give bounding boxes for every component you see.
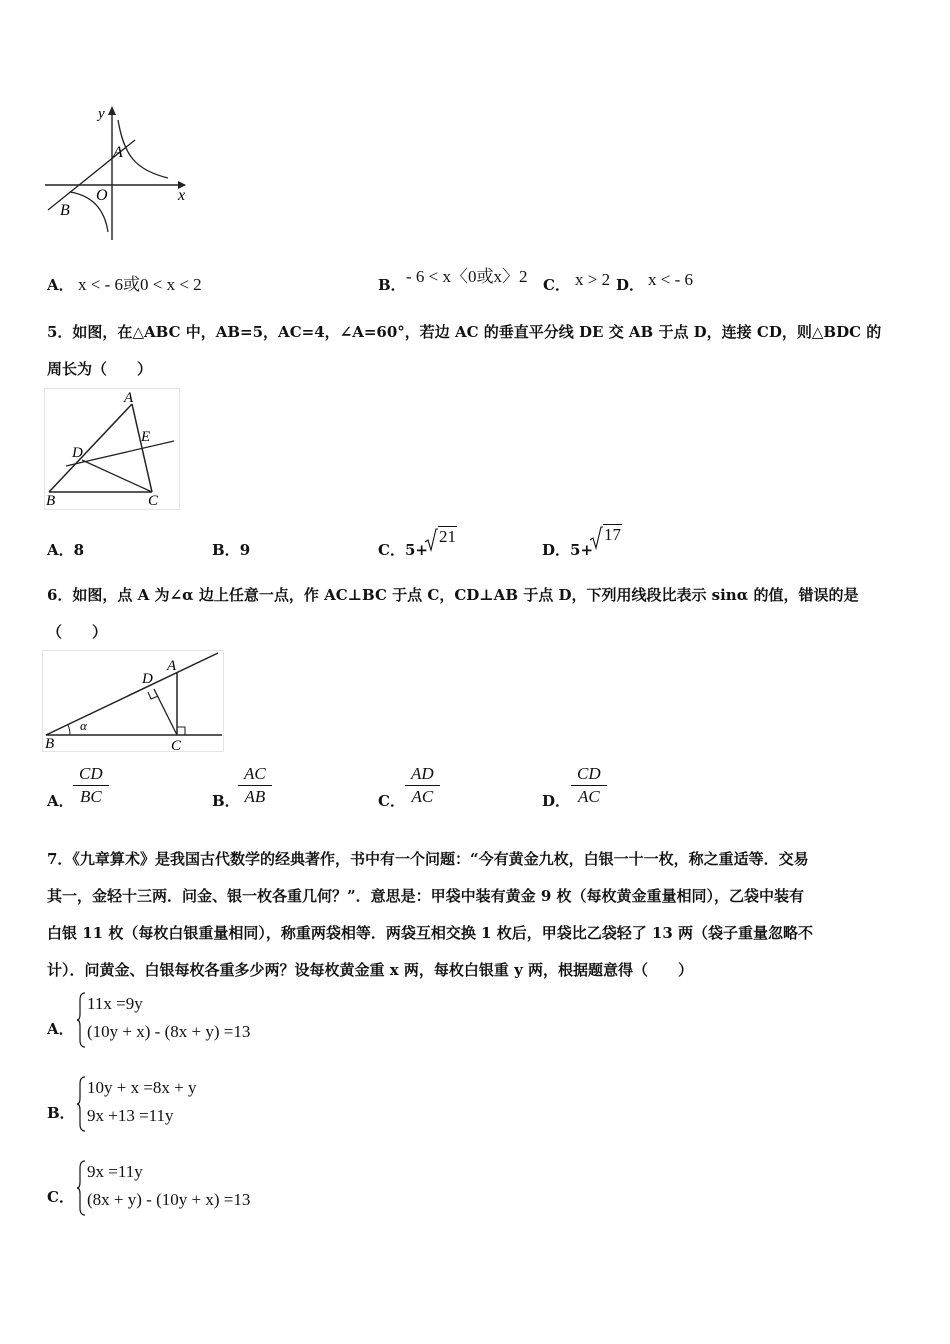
denominator: AB	[244, 787, 266, 806]
denominator: AC	[577, 787, 600, 806]
option-prefix: 5+	[570, 541, 594, 559]
q4-option-a-text: x < - 6或0 < x < 2	[78, 275, 202, 294]
q7-option-b-eq1: 10y + x =8x + y	[87, 1078, 197, 1097]
label-e: E	[141, 429, 151, 445]
numerator: AC	[238, 763, 272, 786]
q7-stem-line-3: 白银 11 枚（每枚白银重量相同），称重两袋相等．两袋互相交换 1 枚后，甲袋比乙袋轻了 13 两（袋子重量忽略不	[47, 924, 814, 942]
sqrt-sign-icon	[589, 526, 603, 550]
q5-option-d[interactable]	[542, 539, 593, 560]
left-brace-icon	[76, 1076, 86, 1132]
option-letter: B．	[212, 541, 240, 559]
label-o: O	[96, 187, 108, 204]
segment-cd	[82, 460, 152, 492]
q5-triangle-figure	[44, 388, 180, 510]
label-c: C	[171, 738, 182, 752]
sqrt-sign-icon	[424, 528, 438, 552]
option-letter: D．	[542, 792, 571, 810]
option-text: 8	[73, 541, 85, 559]
label-x: x	[178, 187, 186, 204]
option-letter: B．	[378, 276, 406, 294]
q7-option-c-eq2: (8x + y) - (10y + x) =13	[87, 1190, 251, 1209]
option-letter: A．	[47, 541, 74, 559]
q5-option-a[interactable]	[47, 539, 84, 560]
label-c: C	[148, 493, 159, 509]
option-letter: A．	[47, 1020, 74, 1038]
denominator: AC	[411, 787, 434, 806]
q6-option-c[interactable]	[378, 790, 405, 811]
option-letter: D．	[616, 276, 645, 294]
option-letter: D．	[542, 541, 571, 559]
denominator: BC	[79, 787, 102, 806]
q4-graph	[40, 100, 200, 245]
option-letter: C．	[47, 1188, 74, 1206]
q6-option-c-fraction	[405, 763, 440, 808]
label-alpha: α	[80, 718, 87, 733]
label-a: A	[113, 144, 123, 161]
option-text: 9	[239, 541, 251, 559]
left-brace-icon	[76, 1160, 86, 1216]
q6-option-b[interactable]	[212, 790, 240, 811]
label-d: D	[72, 445, 83, 461]
q4-option-b-text: - 6 < x〈0或x〉2	[406, 267, 528, 286]
q5-stem-line-2: 周长为（ ）	[47, 360, 153, 378]
label-y: y	[98, 106, 105, 122]
q7-option-b-eq2: 9x +13 =11y	[87, 1106, 174, 1125]
q7-option-a-eq2: (10y + x) - (8x + y) =13	[87, 1022, 251, 1041]
q7-option-a[interactable]	[47, 1018, 74, 1039]
q7-option-c[interactable]	[47, 1186, 74, 1207]
q6-option-a-fraction	[73, 763, 109, 808]
q7-stem-line-2: 其一，金轻十三两．问金、银一枚各重几何？”．意思是：甲袋中装有黄金 9 枚（每枚黄金重量相同），乙袋中装有	[47, 887, 805, 905]
q6-option-d-fraction	[571, 763, 607, 808]
label-a: A	[167, 658, 177, 674]
q4-option-d-text: x < - 6	[648, 270, 693, 289]
q6-angle-figure	[42, 650, 224, 752]
q4-option-d[interactable]	[616, 274, 644, 295]
label-b: B	[45, 736, 55, 752]
q4-option-b[interactable]	[378, 274, 406, 295]
q4-option-c[interactable]	[543, 274, 570, 295]
q4-option-c-text: x > 2	[575, 270, 611, 289]
q7-option-a-eq1: 11x =9y	[87, 994, 143, 1013]
q5-option-b[interactable]	[212, 539, 250, 560]
option-letter: A．	[47, 276, 74, 294]
q6-stem-line-2: （ ）	[47, 623, 108, 641]
q6-option-b-fraction	[238, 763, 272, 808]
q7-stem-line-4: 计）．问黄金、白银每枚各重多少两？设每枚黄金重 x 两，每枚白银重 y 两，根据题意得（ ）	[47, 961, 694, 979]
q7-stem-line-1: 7．《九章算术》是我国古代数学的经典著作，书中有一个问题：“今有黄金九枚，白银一十一枚，称之重适等．交易	[47, 850, 809, 868]
q7-option-b[interactable]	[47, 1102, 75, 1123]
q6-stem-line-1: 6．如图，点 A 为∠α 边上任意一点，作 AC⊥BC 于点 C，CD⊥AB 于点 D，下列用线段比表示 sinα 的值，错误的是	[47, 586, 859, 604]
hyperbola-branch-1	[118, 120, 168, 178]
numerator: CD	[73, 763, 109, 786]
option-letter: B．	[212, 792, 240, 810]
option-letter: C．	[378, 792, 405, 810]
option-prefix: 5+	[404, 541, 428, 559]
left-brace-icon	[76, 992, 86, 1048]
numerator: AD	[405, 763, 440, 786]
q5-option-c[interactable]	[378, 539, 428, 560]
q7-option-c-eq1: 9x =11y	[87, 1162, 143, 1181]
q6-option-d[interactable]	[542, 790, 570, 811]
option-letter: A．	[47, 792, 74, 810]
q5-stem-line-1: 5．如图，在△ABC 中，AB=5，AC=4，∠A=60°，若边 AC 的垂直平分线 DE 交 AB 于点 D，连接 CD，则△BDC 的	[47, 323, 882, 341]
y-axis-arrow	[108, 106, 116, 115]
numerator: CD	[571, 763, 607, 786]
option-letter: B．	[47, 1104, 75, 1122]
q4-option-a[interactable]	[47, 274, 74, 295]
q6-option-a[interactable]	[47, 790, 74, 811]
label-b: B	[60, 202, 70, 219]
label-a: A	[124, 390, 134, 406]
option-letter: C．	[378, 541, 405, 559]
q5-option-d-radicand: 17	[604, 525, 621, 544]
label-d: D	[142, 671, 153, 687]
label-b: B	[46, 493, 56, 509]
q5-option-c-radicand: 21	[439, 527, 456, 546]
option-letter: C．	[543, 276, 570, 294]
